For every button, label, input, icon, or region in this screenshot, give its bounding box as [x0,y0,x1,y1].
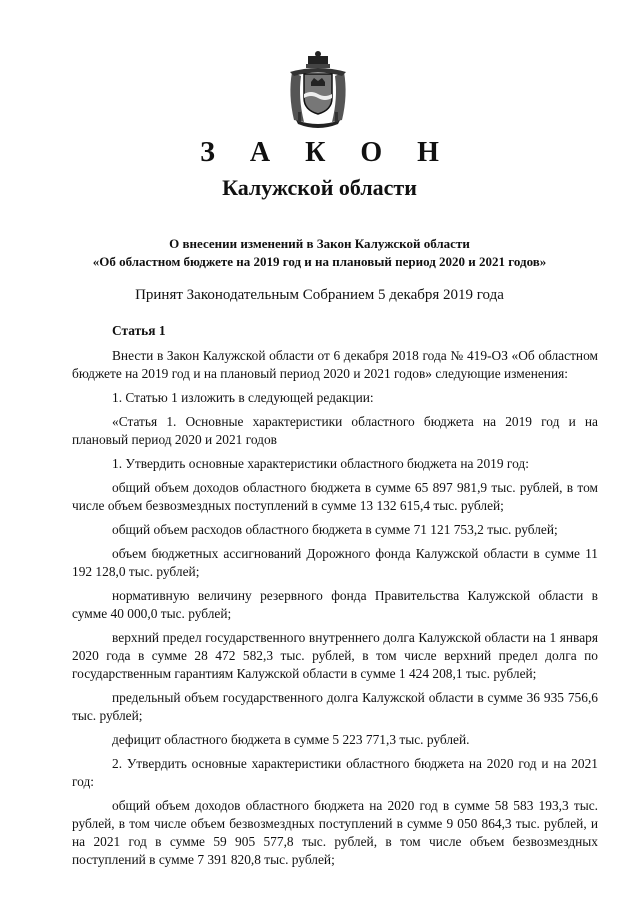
law-subject [60,235,579,271]
paragraph: 1. Статью 1 изложить в следующей редакции: [112,390,374,405]
paragraph: верхний предел государственного внутреннего долга Калужской области на 1 января 2020 года в сумме 28 472 582,3 тыс. рублей, в том числе верхний предел долга по государственным гарантиям Калужской области в сумме 1 424 208,1 тыс. рублей; [72,630,598,681]
region-name: Калужской области [222,175,417,200]
paragraph: нормативную величину резервного фонда Правительства Калужской области в сумме 40 000,0 тыс. рублей; [72,588,598,621]
paragraph: 1. Утвердить основные характеристики областного бюджета на 2019 год: [112,456,529,471]
subject-line-1: О внесении изменений в Закон Калужской области [169,236,470,251]
paragraph: 2. Утвердить основные характеристики областного бюджета на 2020 год и на 2021 год: [72,756,598,789]
paragraph: общий объем расходов областного бюджета в сумме 71 121 753,2 тыс. рублей; [112,522,558,537]
paragraph: дефицит областного бюджета в сумме 5 223 771,3 тыс. рублей. [112,732,470,747]
adoption-line: Принят Законодательным Собранием 5 декабря 2019 года [135,287,504,303]
paragraph: предельный объем государственного долга Калужской области в сумме 36 935 756,6 тыс. рублей; [72,690,598,723]
paragraph: Внести в Закон Калужской области от 6 декабря 2018 года № 419-ОЗ «Об областном бюджете на 2019 год и на плановый период 2020 и 2021 годов» следующие изменения: [72,348,598,381]
coat-of-arms-icon [284,50,352,130]
paragraph: общий объем доходов областного бюджета на 2020 год в сумме 58 583 193,3 тыс. рублей, в том числе объем безвозмездных поступлений в сумме 9 050 864,3 тыс. рублей, и на 2021 год в сумме 59 905 577,8 тыс. рублей, в том числе объем безвозмездных поступлений в сумме 7 391 820,8 тыс. рублей; [72,798,598,867]
paragraph: объем бюджетных ассигнований Дорожного фонда Калужской области в сумме 11 192 128,0 тыс. рублей; [72,546,598,579]
law-title: З А К О Н [200,137,453,168]
paragraph: общий объем доходов областного бюджета в сумме 65 897 981,9 тыс. рублей, в том числе объем безвозмездных поступлений в сумме 13 132 615,4 тыс. рублей; [72,480,598,513]
article-heading: Статья 1 [112,323,166,338]
paragraph: «Статья 1. Основные характеристики областного бюджета на 2019 год и на плановый период 2020 и 2021 годов [72,414,598,447]
subject-line-2: «Об областном бюджете на 2019 год и на плановый период 2020 и 2021 годов» [92,254,547,269]
article-body [72,322,598,875]
